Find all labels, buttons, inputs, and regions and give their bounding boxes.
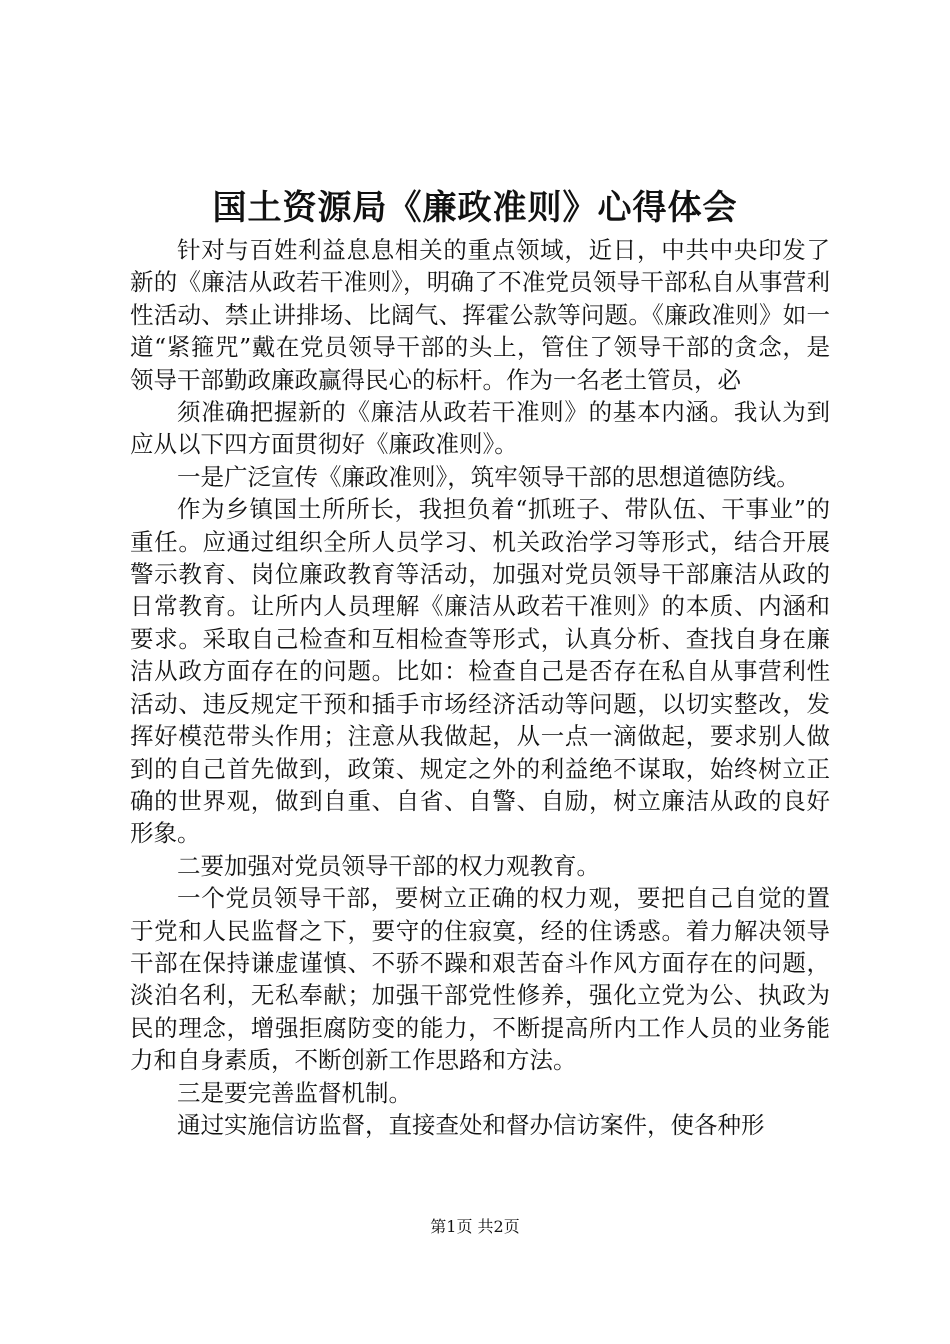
document-body <box>130 234 830 1141</box>
paragraph: 三是要完善监督机制。 <box>177 1078 412 1107</box>
paragraph: 二要加强对党员领导干部的权力观教育。 <box>177 851 600 880</box>
paragraph: 一个党员领导干部，要树立正确的权力观，要把自己自觉的置于党和人民监督之下，要守的住寂寞，经的住诱惑。着力解决领导干部在保持谦虚谨慎、不骄不躁和艰苦奋斗作风方面存在的问题，淡泊名利，无私奉献；加强干部党性修养，强化立党为公、执政为民的理念，增强拒腐防变的能力，不断提高所内工作人员的业务能力和自身素质，不断创新工作思路和方法。 <box>130 884 830 1075</box>
document-title: 国土资源局《廉政准则》心得体会 <box>212 188 738 228</box>
paragraph: 须准确把握新的《廉洁从政若干准则》的基本内涵。我认为到应从以下四方面贯彻好《廉政准则》。 <box>130 398 830 459</box>
paragraph: 通过实施信访监督，直接查处和督办信访案件，使各种形 <box>177 1110 765 1139</box>
paragraph: 针对与百姓利益息息相关的重点领域，近日，中共中央印发了新的《廉洁从政若干准则》，明确了不准党员领导干部私自从事营利性活动、禁止讲排场、比阔气、挥霍公款等问题。《廉政准则》如一道“紧箍咒”戴在党员领导干部的头上，管住了领导干部的贪念，是领导干部勤政廉政赢得民心的标杆。作为一名老土管员，必 <box>130 236 830 394</box>
paragraph: 一是广泛宣传《廉政准则》，筑牢领导干部的思想道德防线。 <box>177 462 800 491</box>
page-number-footer: 第1页 共2页 <box>430 1217 520 1236</box>
paragraph: 作为乡镇国土所所长，我担负着“抓班子、带队伍、干事业”的重任。应通过组织全所人员学习、机关政治学习等形式，结合开展警示教育、岗位廉政教育等活动，加强对党员领导干部廉洁从政的日常教育。让所内人员理解《廉洁从政若干准则》的本质、内涵和要求。采取自己检查和互相检查等形式，认真分析、查找自身在廉洁从政方面存在的问题。比如：检查自己是否存在私自从事营利性活动、违反规定干预和插手市场经济活动等问题，以切实整改，发挥好模范带头作用；注意从我做起，从一点一滴做起，要求别人做到的自己首先做到，政策、规定之外的利益绝不谋取，始终树立正确的世界观，做到自重、自省、自警、自励，树立廉洁从政的良好形象。 <box>130 495 830 848</box>
